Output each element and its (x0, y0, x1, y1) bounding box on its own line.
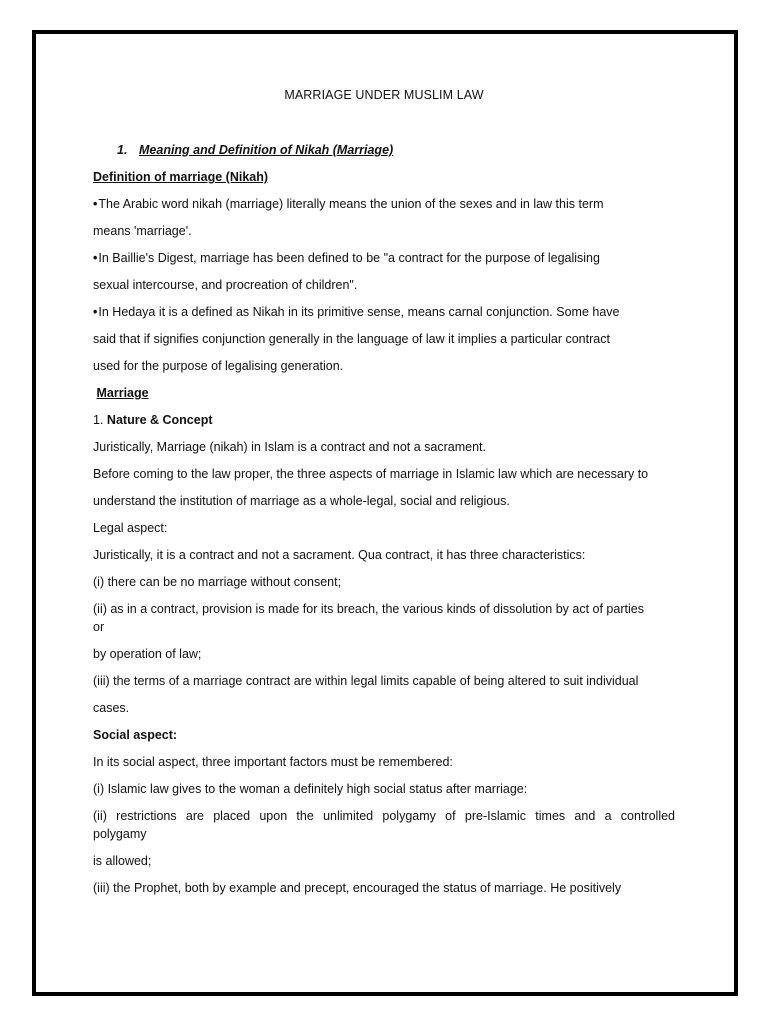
definition-para-1-line-2: means 'marriage'. (93, 224, 192, 238)
nature-para-2-line-2: understand the institution of marriage as a whole-legal, social and religious. (93, 494, 510, 508)
legal-item-i: (i) there can be no marriage without consent; (93, 575, 342, 589)
section-heading (93, 141, 675, 159)
social-item-ii-line-2: polygamy (93, 827, 147, 841)
nature-heading: Nature & Concept (106, 413, 213, 427)
social-para-1: In its social aspect, three important factors must be remembered: (93, 755, 453, 769)
nature-para-1: Juristically, Marriage (nikah) in Islam is a contract and not a sacrament. (93, 440, 486, 454)
marriage-heading: Marriage (96, 386, 149, 400)
legal-item-ii-line-2: or (93, 620, 105, 634)
nature-para-2-line-1: Before coming to the law proper, the three aspects of marriage in Islamic law which are necessary to (93, 467, 649, 481)
legal-item-ii-line-3: by operation of law; (93, 647, 202, 661)
nature-number: 1. (93, 413, 104, 427)
definition-para-3-line-1 (93, 303, 675, 321)
document-title: MARRIAGE UNDER MUSLIM LAW (284, 88, 484, 102)
nature-heading-line (93, 411, 675, 429)
legal-heading: Legal aspect: (93, 521, 168, 535)
social-item-iii: (iii) the Prophet, both by example and precept, encouraged the status of marriage. He positively (93, 881, 622, 895)
document-body (93, 141, 675, 906)
social-item-i: (i) Islamic law gives to the woman a definitely high social status after marriage: (93, 782, 528, 796)
section-heading-text: Meaning and Definition of Nikah (Marriage) (139, 143, 394, 157)
definition-para-3-line-3: used for the purpose of legalising generation. (93, 359, 344, 373)
definition-para-2-line-1 (93, 249, 675, 267)
legal-item-iii-line-2: cases. (93, 701, 130, 715)
definition-para-1-line-1 (93, 195, 675, 213)
marriage-heading-line (93, 384, 675, 402)
definition-para-1-text: The Arabic word nikah (marriage) literally means the union of the sexes and in law this term (98, 197, 604, 211)
social-item-ii-line-1: (ii) restrictions are placed upon the unlimited polygamy of pre-Islamic times and a controlled (93, 809, 675, 823)
legal-item-ii-line-1: (ii) as in a contract, provision is made for its breach, the various kinds of dissolution by act of parties (93, 602, 644, 616)
definition-para-2-line-2: sexual intercourse, and procreation of children". (93, 278, 358, 292)
section-number: 1. (117, 143, 128, 157)
definition-heading: Definition of marriage (Nikah) (93, 170, 269, 184)
definition-para-2-text: In Baillie's Digest, marriage has been defined to be "a contract for the purpose of legalising (98, 251, 600, 265)
social-heading: Social aspect: (93, 728, 178, 742)
legal-para-1: Juristically, it is a contract and not a sacrament. Qua contract, it has three characteristics: (93, 548, 586, 562)
definition-para-3-line-2: said that if signifies conjunction generally in the language of law it implies a particular contract (93, 332, 610, 346)
legal-item-iii-line-1: (iii) the terms of a marriage contract are within legal limits capable of being altered to suit individual (93, 674, 639, 688)
social-item-ii-line-3: is allowed; (93, 854, 152, 868)
definition-para-3-text: In Hedaya it is a defined as Nikah in its primitive sense, means carnal conjunction. Some have (98, 305, 620, 319)
